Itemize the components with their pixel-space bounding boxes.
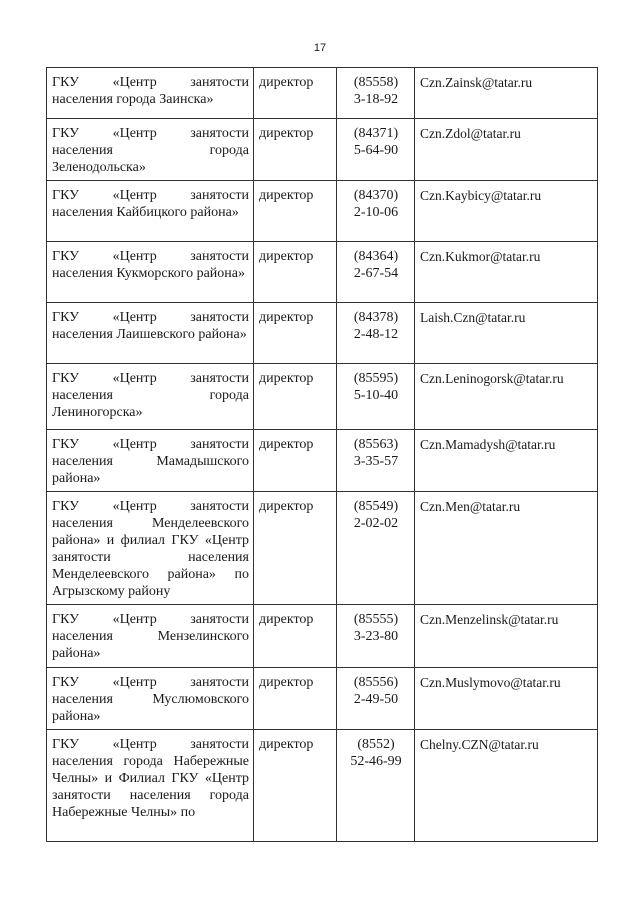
org-name: ГКУ «Центр занятости населения Кукморского района» [47, 242, 254, 303]
phone-code: (8552) [357, 737, 395, 752]
org-name: ГКУ «Центр занятости населения Мамадышского района» [47, 430, 254, 492]
org-name: ГКУ «Центр занятости населения города Заинска» [47, 68, 254, 119]
org-name: ГКУ «Центр занятости населения Кайбицкого района» [47, 181, 254, 242]
position: директор [254, 605, 337, 668]
table-row [47, 492, 598, 605]
phone-number: 3-23-80 [353, 629, 399, 644]
position: директор [254, 364, 337, 430]
position: директор [254, 242, 337, 303]
phone-number: 2-67-54 [353, 266, 399, 281]
org-name: ГКУ «Центр занятости населения Мензелинского района» [47, 605, 254, 668]
phone-code: (85595) [353, 371, 399, 386]
org-name: ГКУ «Центр занятости населения города Лениногорска» [47, 364, 254, 430]
email: Chelny.CZN@tatar.ru [415, 730, 598, 842]
org-name: ГКУ «Центр занятости населения Лаишевского района» [47, 303, 254, 364]
table-row [47, 364, 598, 430]
org-name: ГКУ «Центр занятости населения города Зеленодольска» [47, 119, 254, 181]
phone-code: (85558) [353, 75, 399, 90]
phone-code: (85556) [353, 675, 399, 690]
table-row [47, 605, 598, 668]
email: Czn.Mamadysh@tatar.ru [415, 430, 598, 492]
email: Czn.Muslymovo@tatar.ru [415, 668, 598, 730]
table-row [47, 68, 598, 119]
position: директор [254, 492, 337, 605]
phone-code: (84378) [353, 310, 399, 325]
phone [337, 730, 415, 842]
phone [337, 181, 415, 242]
email: Czn.Kaybicy@tatar.ru [415, 181, 598, 242]
phone [337, 119, 415, 181]
email: Czn.Zainsk@tatar.ru [415, 68, 598, 119]
org-name: ГКУ «Центр занятости населения города Набережные Челны» и Филиал ГКУ «Центр занятости населения города Набережные Челны» по [47, 730, 254, 842]
position: директор [254, 303, 337, 364]
phone-number: 3-35-57 [353, 454, 399, 469]
phone-number: 2-49-50 [353, 692, 399, 707]
phone [337, 605, 415, 668]
phone [337, 68, 415, 119]
position: директор [254, 430, 337, 492]
phone-code: (85549) [353, 499, 399, 514]
employment-centers-table [46, 67, 598, 842]
table-row [47, 303, 598, 364]
table-row [47, 181, 598, 242]
phone-code: (84370) [353, 188, 399, 203]
phone-number: 52-46-99 [350, 754, 402, 769]
phone-code: (85555) [353, 612, 399, 627]
email: Laish.Czn@tatar.ru [415, 303, 598, 364]
table-row [47, 119, 598, 181]
phone [337, 668, 415, 730]
phone [337, 364, 415, 430]
phone-number: 2-10-06 [353, 205, 399, 220]
phone [337, 303, 415, 364]
phone-code: (85563) [353, 437, 399, 452]
position: директор [254, 730, 337, 842]
position: директор [254, 181, 337, 242]
email: Czn.Leninogorsk@tatar.ru [415, 364, 598, 430]
page-number: 17 [313, 42, 327, 54]
phone-number: 5-64-90 [353, 143, 399, 158]
phone [337, 430, 415, 492]
email: Czn.Menzelinsk@tatar.ru [415, 605, 598, 668]
position: директор [254, 68, 337, 119]
email: Czn.Kukmor@tatar.ru [415, 242, 598, 303]
phone [337, 492, 415, 605]
table-row [47, 730, 598, 842]
table-row [47, 242, 598, 303]
org-name: ГКУ «Центр занятости населения Менделеевского района» и филиал ГКУ «Центр занятости населения Менделеевского района» по Агрызскому району [47, 492, 254, 605]
position: директор [254, 119, 337, 181]
email: Czn.Zdol@tatar.ru [415, 119, 598, 181]
email: Czn.Men@tatar.ru [415, 492, 598, 605]
table-row [47, 430, 598, 492]
phone-code: (84371) [353, 126, 399, 141]
phone-number: 5-10-40 [353, 388, 399, 403]
org-name: ГКУ «Центр занятости населения Муслюмовского района» [47, 668, 254, 730]
phone [337, 242, 415, 303]
phone-code: (84364) [353, 249, 399, 264]
table-row [47, 668, 598, 730]
phone-number: 3-18-92 [353, 92, 399, 107]
phone-number: 2-02-02 [353, 516, 399, 531]
position: директор [254, 668, 337, 730]
phone-number: 2-48-12 [353, 327, 399, 342]
